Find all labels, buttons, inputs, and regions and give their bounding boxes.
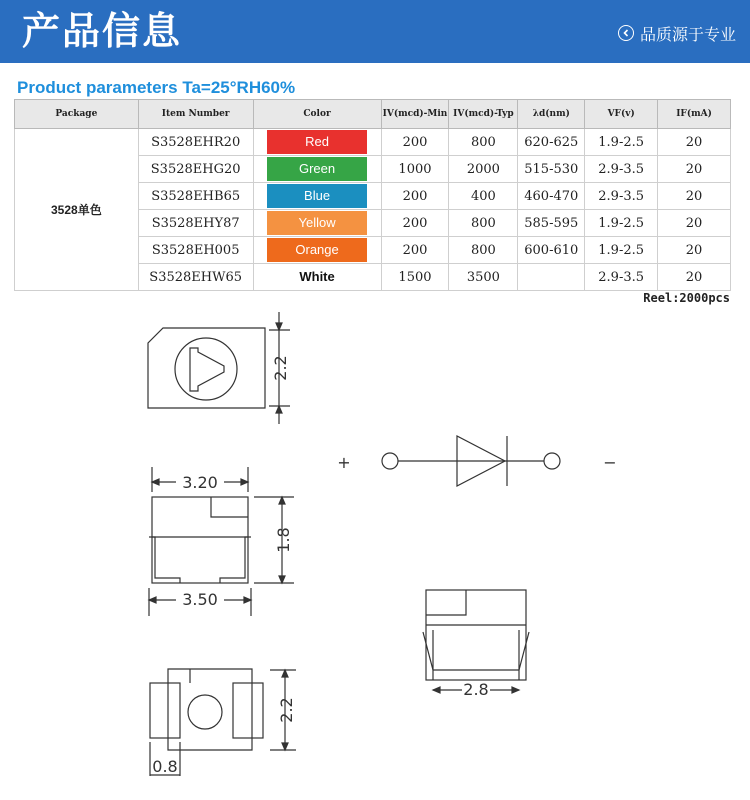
if-cell: 20 [658,210,731,237]
iv-min-cell: 200 [381,237,449,264]
iv-typ-cell: 800 [449,237,518,264]
if-cell: 20 [658,237,731,264]
vf-cell: 2.9-3.5 [585,156,658,183]
iv-min-cell: 200 [381,129,449,156]
iv-typ-cell: 3500 [449,264,518,291]
bottom-height-dimension: 2.2 [277,697,296,723]
item-number-cell: S3528EH005 [138,237,253,264]
reel-quantity: Reel:2000pcs [643,291,730,305]
vf-cell: 2.9-3.5 [585,183,658,210]
wavelength-cell: 585-595 [518,210,585,237]
column-header: Package [15,100,139,129]
column-header: IV(mcd)-Min [381,100,449,129]
wavelength-cell: 515-530 [518,156,585,183]
side-width-top-dimension: 3.20 [182,473,218,492]
column-header: λd(nm) [518,100,585,129]
if-cell: 20 [658,129,731,156]
column-header: IV(mcd)-Typ [449,100,518,129]
column-header: Item Number [138,100,253,129]
iv-min-cell: 1500 [381,264,449,291]
column-header: Color [253,100,381,129]
iv-typ-cell: 800 [449,210,518,237]
color-swatch: Green [267,157,367,181]
pad-width-dimension: 0.8 [152,757,178,776]
cathode-label: − [603,453,617,472]
end-width-dimension: 2.8 [463,680,489,699]
vf-cell: 1.9-2.5 [585,210,658,237]
vf-cell: 1.9-2.5 [585,237,658,264]
color-swatch: Yellow [267,211,367,235]
wavelength-cell: 600-610 [518,237,585,264]
header-link-label: 品质源于专业 [639,24,736,44]
color-swatch: White [267,265,367,289]
column-header: VF(v) [585,100,658,129]
wavelength-cell: 620-625 [518,129,585,156]
page-title: 产品信息 [22,8,183,53]
item-number-cell: S3528EHY87 [138,210,253,237]
iv-typ-cell: 400 [449,183,518,210]
iv-typ-cell: 2000 [449,156,518,183]
section-subtitle: Product parameters Ta=25°RH60% [17,78,296,97]
end-view-drawing [423,590,529,693]
side-width-bottom-dimension: 3.50 [182,590,218,609]
vf-cell: 1.9-2.5 [585,129,658,156]
item-number-cell: S3528EHR20 [138,129,253,156]
column-header: IF(mA) [658,100,731,129]
item-number-cell: S3528EHB65 [138,183,253,210]
top-height-dimension: 2.2 [271,355,290,381]
wavelength-cell: 460-470 [518,183,585,210]
side-height-dimension: 1.8 [274,527,293,553]
if-cell: 20 [658,183,731,210]
vf-cell: 2.9-3.5 [585,264,658,291]
color-swatch: Orange [267,238,367,262]
iv-min-cell: 1000 [381,156,449,183]
item-number-cell: S3528EHW65 [138,264,253,291]
color-swatch: Blue [267,184,367,208]
iv-min-cell: 200 [381,183,449,210]
top-view-drawing [148,312,290,424]
package-cell: 3528单色 [15,129,139,291]
if-cell: 20 [658,264,731,291]
anode-label: + [337,453,351,472]
iv-min-cell: 200 [381,210,449,237]
iv-typ-cell: 800 [449,129,518,156]
side-view-drawing [149,467,294,616]
if-cell: 20 [658,156,731,183]
item-number-cell: S3528EHG20 [138,156,253,183]
color-swatch: Red [267,130,367,154]
diode-symbol [382,436,560,486]
